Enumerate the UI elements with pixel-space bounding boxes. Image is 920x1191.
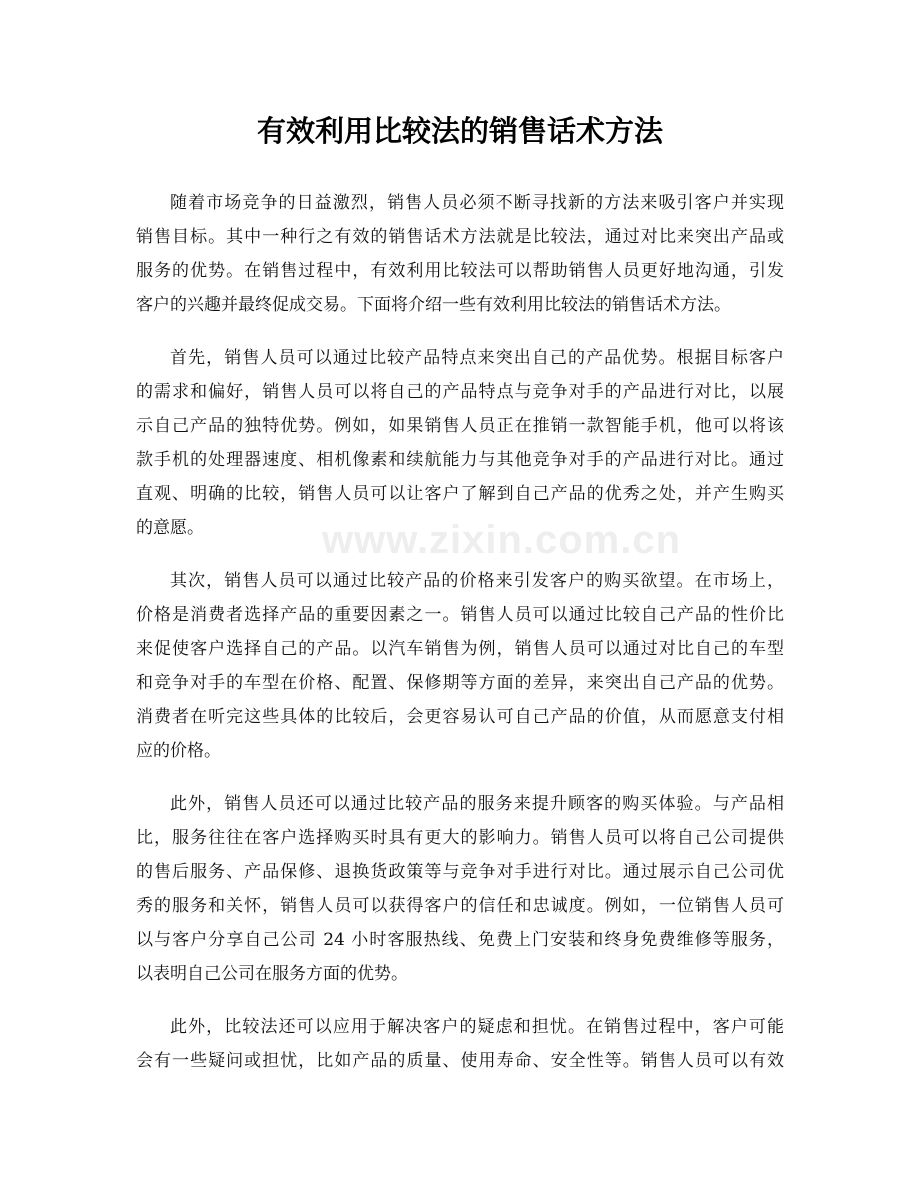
paragraph-line: 直观、明确的比较，销售人员可以让客户了解到自己产品的优秀之处，并产生购买 (136, 484, 784, 504)
paragraph-line: 此外，比较法还可以应用于解决客户的疑虑和担忧。在销售过程中，客户可能 (170, 1017, 784, 1037)
paragraph-line: 以与客户分享自己公司 24 小时客服热线、免费上门安装和终身免费维修等服务， (136, 930, 784, 950)
paragraph-line: 此外，销售人员还可以通过比较产品的服务来提升顾客的购买体验。与产品相 (170, 794, 784, 814)
paragraph-line: 的需求和偏好，销售人员可以将自己的产品特点与竞争对手的产品进行对比，以展 (136, 382, 784, 402)
paragraph-line: 会有一些疑问或担忧，比如产品的质量、使用寿命、安全性等。销售人员可以有效 (136, 1051, 784, 1071)
document-body (136, 186, 784, 1097)
paragraph-line: 的意愿。 (136, 518, 204, 538)
paragraph-line: 销售目标。其中一种行之有效的销售话术方法就是比较法，通过对比来突出产品或 (136, 227, 784, 247)
paragraph-line: 消费者在听完这些具体的比较后，会更容易认可自己产品的价值，从而愿意支付相 (136, 707, 784, 727)
paragraph-line: 服务的优势。在销售过程中，有效利用比较法可以帮助销售人员更好地沟通，引发 (136, 261, 784, 281)
paragraph-line: 示自己产品的独特优势。例如，如果销售人员正在推销一款智能手机，他可以将该 (136, 416, 784, 436)
paragraph-line: 随着市场竞争的日益激烈，销售人员必须不断寻找新的方法来吸引客户并实现 (170, 193, 784, 213)
paragraph (136, 341, 784, 545)
watermark: www.zixin.com.cn (322, 518, 682, 562)
document-title: 有效利用比较法的销售话术方法 (256, 114, 663, 148)
paragraph-line: 首先，销售人员可以通过比较产品特点来突出自己的产品优势。根据目标客户 (170, 348, 784, 368)
paragraph-line: 应的价格。 (136, 741, 221, 761)
paragraph-line: 价格是消费者选择产品的重要因素之一。销售人员可以通过比较自己产品的性价比 (136, 605, 784, 625)
paragraph-line: 来促使客户选择自己的产品。以汽车销售为例，销售人员可以通过对比自己的车型 (136, 639, 784, 659)
paragraph (136, 787, 784, 991)
paragraph-line: 和竞争对手的车型在价格、配置、保修期等方面的差异，来突出自己产品的优势。 (136, 673, 784, 693)
paragraph-line: 秀的服务和关怀，销售人员可以获得客户的信任和忠诚度。例如，一位销售人员可 (136, 896, 784, 916)
paragraph-line: 其次，销售人员可以通过比较产品的价格来引发客户的购买欲望。在市场上， (170, 571, 784, 591)
paragraph-line: 比，服务往往在客户选择购买时具有更大的影响力。销售人员可以将自己公司提供 (136, 828, 784, 848)
paragraph-line: 的售后服务、产品保修、退换货政策等与竞争对手进行对比。通过展示自己公司优 (136, 862, 784, 882)
paragraph (136, 1010, 784, 1078)
paragraph-line: 客户的兴趣并最终促成交易。下面将介绍一些有效利用比较法的销售话术方法。 (136, 295, 731, 315)
paragraph-line: 以表明自己公司在服务方面的优势。 (136, 964, 408, 984)
paragraph (136, 564, 784, 768)
paragraph (136, 186, 784, 322)
paragraph-line: 款手机的处理器速度、相机像素和续航能力与其他竞争对手的产品进行对比。通过 (136, 450, 784, 470)
